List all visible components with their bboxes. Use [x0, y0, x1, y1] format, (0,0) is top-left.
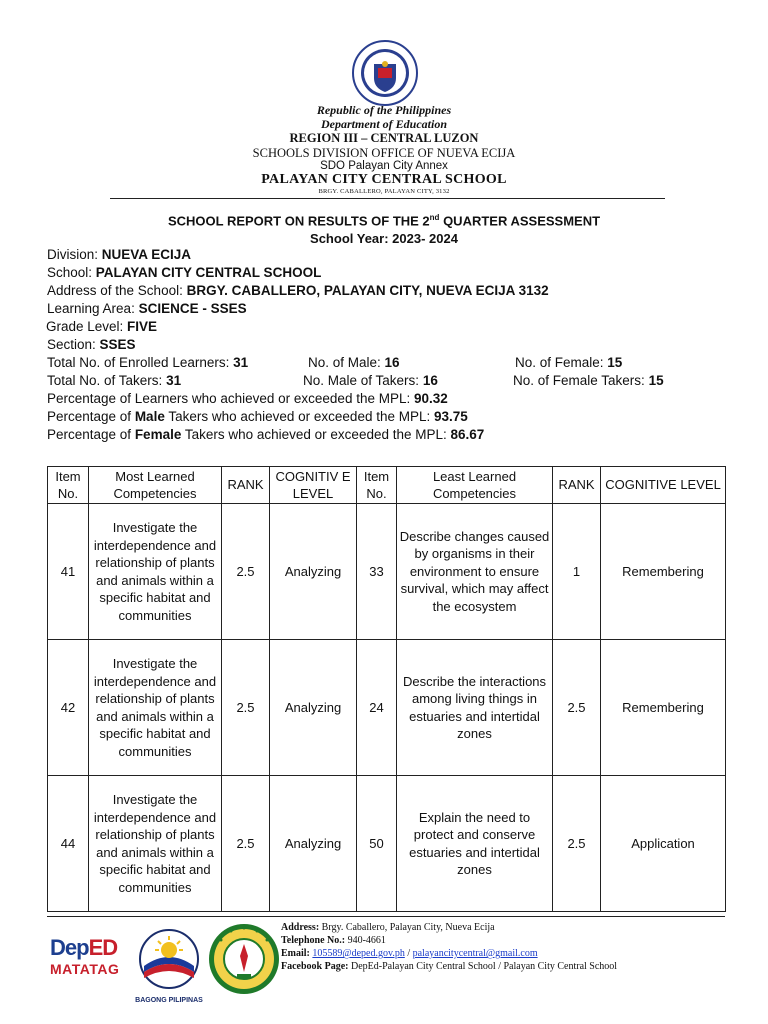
school-address-header: BRGY. CABALLERO, PALAYAN CITY, 3132 — [318, 188, 450, 195]
cell-cognitive: Analyzing — [270, 504, 357, 640]
footer-facebook: Facebook Page: DepEd-Palayan City Central School / Palayan City Central School — [281, 961, 618, 972]
email-link-gmail[interactable]: palayancitycentral@gmail.com — [412, 948, 538, 959]
report-title: SCHOOL REPORT ON RESULTS OF THE 2nd QUARTER ASSESSMENT — [167, 213, 601, 229]
cell-rank: 2.5 — [553, 640, 601, 776]
republic-line: Republic of the Philippines — [316, 103, 452, 117]
table-row — [48, 504, 726, 640]
cell-most-learned: Investigate the interdependence and relationship of plants and animals within a specific habitat and communities — [89, 504, 222, 640]
table-row — [48, 640, 726, 776]
cell-item-no: 41 — [48, 504, 89, 640]
takers-info: Total No. of Takers: 31 — [47, 373, 182, 388]
cell-most-learned: Investigate the interdependence and relationship of plants and animals within a specific habitat and communities — [89, 640, 222, 776]
footer-divider — [47, 916, 725, 917]
matatag-wordmark: MATATAG — [50, 961, 120, 977]
cell-rank: 2.5 — [222, 776, 270, 912]
male-takers-info: No. Male of Takers: 16 — [303, 373, 438, 388]
cell-cognitive: Analyzing — [270, 776, 357, 912]
female-info: No. of Female: 15 — [515, 355, 623, 370]
grade-level-info: Grade Level: FIVE — [46, 319, 158, 334]
footer-contact — [281, 921, 617, 973]
table-header-row — [48, 467, 726, 504]
cell-item-no: 44 — [48, 776, 89, 912]
division-info: Division: NUEVA ECIJA — [47, 247, 192, 262]
cell-rank: 1 — [553, 504, 601, 640]
cell-cognitive: Analyzing — [270, 640, 357, 776]
deped-wordmark: DepED — [50, 935, 118, 960]
col-item-no-most: Item No. — [48, 467, 89, 504]
col-most-learned: Most Learned Competencies — [89, 467, 222, 504]
cell-most-learned: Investigate the interdependence and relationship of plants and animals within a specific habitat and communities — [89, 776, 222, 912]
school-info: School: PALAYAN CITY CENTRAL SCHOOL — [47, 265, 322, 280]
female-takers-info: No. of Female Takers: 15 — [513, 373, 664, 388]
region-line: REGION III – CENTRAL LUZON — [289, 131, 479, 145]
cell-least-learned: Explain the need to protect and conserve estuaries and intertidal zones — [397, 776, 553, 912]
division-office-line: SCHOOLS DIVISION OFFICE OF NUEVA ECIJA — [252, 146, 516, 160]
bagong-pilipinas-logo — [134, 928, 204, 1004]
deped-matatag-logo — [50, 935, 126, 977]
footer-phone: Telephone No.: 940-4661 — [281, 935, 386, 946]
cell-item-no: 33 — [357, 504, 397, 640]
learning-area-info: Learning Area: SCIENCE - SSES — [47, 301, 247, 316]
footer-email: Email: 105589@deped.gov.ph / palayancitycentral@gmail.com — [281, 948, 538, 959]
mpl-all-info: Percentage of Learners who achieved or exceeded the MPL: 90.32 — [47, 391, 448, 406]
bagong-pilipinas-icon — [138, 928, 200, 990]
email-link-deped[interactable]: 105589@deped.gov.ph — [312, 948, 405, 959]
bagong-pilipinas-text: BAGONG PILIPINAS — [135, 997, 203, 1004]
col-cognitive-most: COGNITIV E LEVEL — [270, 467, 357, 504]
cell-rank: 2.5 — [222, 640, 270, 776]
male-info: No. of Male: 16 — [308, 355, 400, 370]
col-item-no-least: Item No. — [357, 467, 397, 504]
table-row — [48, 776, 726, 912]
cell-cognitive: Remembering — [601, 504, 726, 640]
col-least-learned: Least Learned Competencies — [397, 467, 553, 504]
col-rank-least: RANK — [553, 467, 601, 504]
cell-rank: 2.5 — [222, 504, 270, 640]
col-cognitive-least: COGNITIVE LEVEL — [601, 467, 726, 504]
cell-item-no: 50 — [357, 776, 397, 912]
school-year: School Year: 2023- 2024 — [310, 231, 458, 246]
section-info: Section: SSES — [47, 337, 136, 352]
department-line: Department of Education — [320, 117, 447, 131]
col-rank-most: RANK — [222, 467, 270, 504]
cell-item-no: 42 — [48, 640, 89, 776]
school-name-header: PALAYAN CITY CENTRAL SCHOOL — [261, 172, 507, 187]
palayan-city-central-school-seal-icon — [207, 922, 281, 996]
mpl-male-info: Percentage of Male Takers who achieved or exceeded the MPL: 93.75 — [47, 409, 468, 424]
footer-address: Address: Brgy. Caballero, Palayan City, Nueva Ecija — [281, 922, 495, 933]
cell-least-learned: Describe changes caused by organisms in their environment to ensure survival, which may affect the ecosystem — [397, 504, 553, 640]
annex-line: SDO Palayan City Annex — [320, 160, 448, 172]
cell-item-no: 24 — [357, 640, 397, 776]
cell-rank: 2.5 — [553, 776, 601, 912]
cell-cognitive: Remembering — [601, 640, 726, 776]
competencies-table — [47, 466, 726, 912]
enrolled-info: Total No. of Enrolled Learners: 31 — [47, 355, 249, 370]
address-info: Address of the School: BRGY. CABALLERO, PALAYAN CITY, NUEVA ECIJA 3132 — [47, 283, 549, 298]
deped-seal-icon — [352, 40, 418, 106]
header-divider — [110, 198, 665, 199]
cell-least-learned: Describe the interactions among living things in estuaries and intertidal zones — [397, 640, 553, 776]
mpl-female-info: Percentage of Female Takers who achieved or exceeded the MPL: 86.67 — [47, 427, 485, 442]
cell-cognitive: Application — [601, 776, 726, 912]
